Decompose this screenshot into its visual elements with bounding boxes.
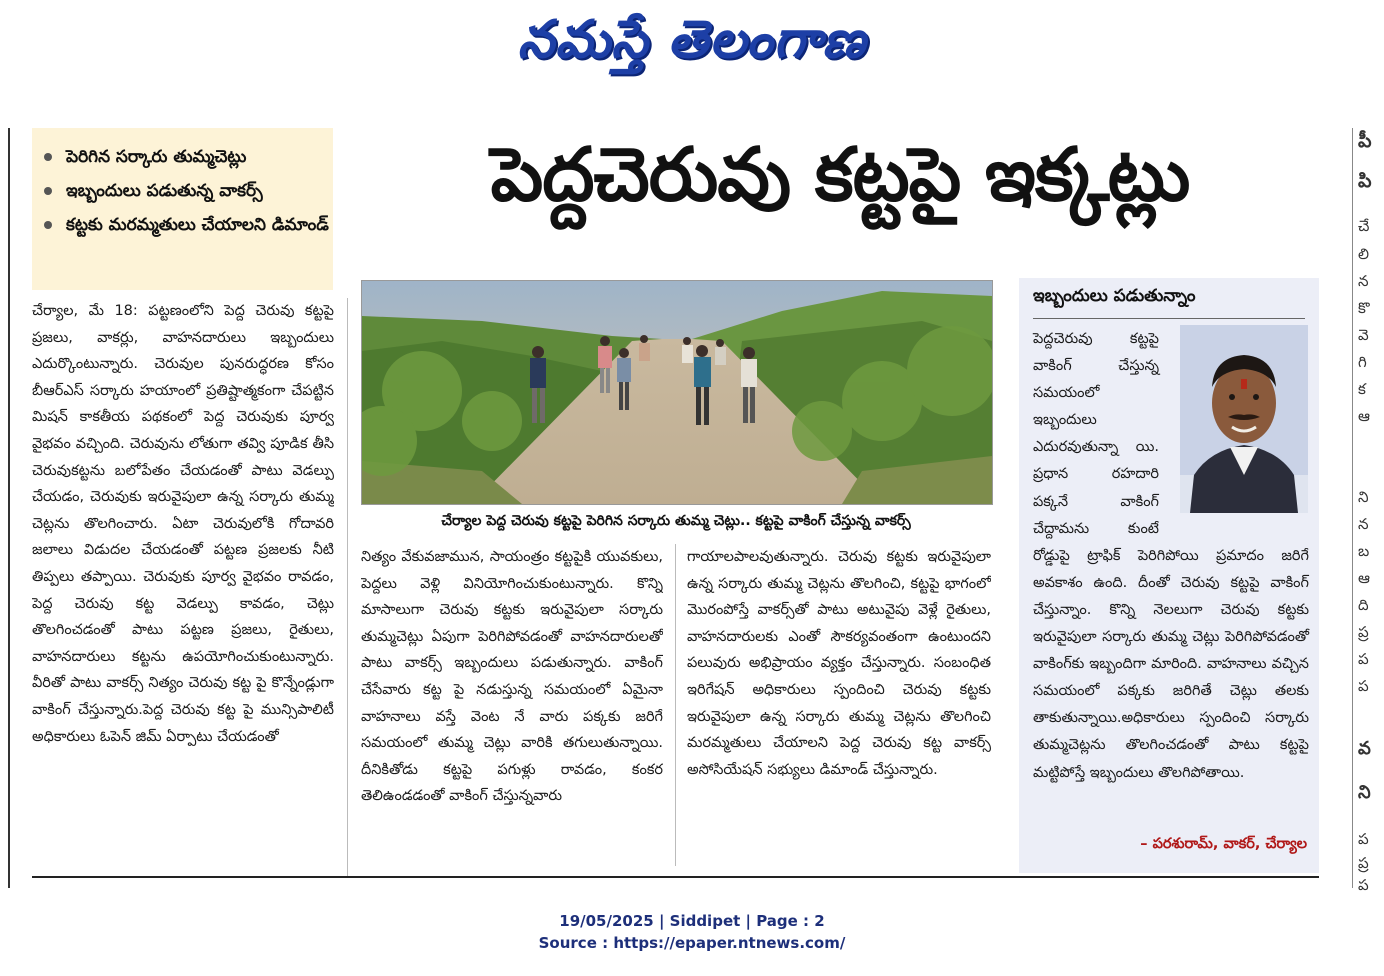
article-column-2 [361, 544, 663, 854]
strip-text: బ [1358, 542, 1370, 560]
highlight-item: కట్టకు మరమ్మతులు చేయాలని డిమాండ్ [40, 208, 333, 242]
newspaper-logo: నమస్తే తెలంగాణ [517, 10, 867, 70]
strip-text: ఆ [1358, 569, 1370, 587]
strip-text: వ [1358, 738, 1371, 759]
strip-text: ది [1358, 596, 1369, 614]
bullet-icon [44, 221, 52, 229]
article-text: గాయాలపాలవుతున్నారు. చెరువు కట్టకు ఇరువైపులా ఉన్న సర్కారు తుమ్మ చెట్లను తొలగించి, కట్టపై భాగంలో మొరంపోస్తే వాకర్స్‌తో పాటు అటువైపు వెళ్లే రైతులు, వాహనదారులకు ఎంతో సౌకర్యవంతంగా ఉంటుందని పలువురు అభిప్రాయం వ్యక్తం చేస్తున్నారు. సంబంధిత ఇరిగేషన్ అధికారులు స్పందించి చెరువు కట్టకు ఇరువైపులా ఉన్న సర్కారు తుమ్మ చెట్లను తొలగించి మరమ్మతులు చేయాలని పెద్ద చెరువు కట్ట వాకర్స్ అసోసియేషన్ సభ్యులు డిమాండ్ చేస్తున్నారు. [687, 549, 991, 778]
strip-text: పి [1358, 170, 1372, 192]
photo-walkers-on-embankment [362, 281, 992, 504]
highlight-item: పెరిగిన సర్కారు తుమ్మచెట్లు [40, 140, 333, 174]
strip-text: ప్ర [1358, 854, 1369, 872]
article-column-3 [687, 544, 991, 854]
column-divider [675, 544, 676, 866]
article-text: నిత్యం వేకువజామున, సాయంత్రం కట్టపైకి యువకులు, పెద్దలు వెళ్లి వినియోగించుకుంటున్నారు. కొన్ని మాసాలుగా చెరువు కట్టకు ఇరువైపులా సర్కారు తుమ్మచెట్లు ఏపుగా పెరిగిపోవడంతో వాహనదారులతో పాటు వాకర్స్ ఇబ్బందులు పడుతున్నారు. వాకింగ్ చేసేవారు కట్ట పై నడుస్తున్న సమయంలో ఏమైనా వాహనాలు వస్తే వెంట నే వారు పక్కకు జరిగే సమయంలో తుమ్మ చెట్లు వారికి తగులుతున్నాయి. దీనికితోడు కట్టపై పగుళ్లు రావడం, కంకర తెలిఉండడంతో వాకింగ్ చేస్తున్నవారు [361, 549, 663, 805]
strip-text: ఆ [1358, 407, 1370, 425]
strip-text: న [1358, 515, 1369, 533]
article-column-1 [32, 298, 334, 888]
strip-text: వె [1358, 326, 1369, 344]
quote-text: పెద్దచెరువు కట్టపై వాకింగ్ చేస్తున్న సమయంలో ఇబ్బందులు ఎదురవుతున్నా యి. ప్రధాన రహదారి పక్కనే వాకింగ్ చేద్దామను కుంటే రోడ్డుపై ట్రాఫిక్ పెరిగిపోయి ప్రమాదం జరిగే అవకాశం ఉంది. దీంతో చెరువు కట్టపై వాకింగ్ చేస్తున్నాం. కొన్ని నెలలుగా చెరువు కట్టకు ఇరువైపులా సర్కారు తుమ్మ చెట్లు పెరిగిపోవడంతో వాకింగ్‌కు ఇబ్బందిగా మారింది. వాహనాలు వచ్చిన సమయంలో పక్కకు జరిగితే చెట్లు తలకు తాకుతున్నాయి.అధికారులు స్పందించి సర్కారు తుమ్మచెట్లను తొలగించడంతో పాటు కట్టపై మట్టిపోస్తే ఇబ్బందులు తొలగిపోతాయి. [1033, 326, 1309, 826]
quote-signature: – పరశురామ్, వాకర్, చేర్యాల [1140, 836, 1307, 852]
footer-source-line: Source : https://epaper.ntnews.com/ [538, 934, 846, 952]
highlights-box [32, 128, 333, 290]
quote-heading: ఇబ్బందులు పడుతున్నాం [1033, 286, 1196, 306]
bullet-icon [44, 153, 52, 161]
strip-text: పీ [1358, 130, 1372, 152]
footer-date-line: 19/05/2025 | Siddipet | Page : 2 [559, 912, 825, 930]
strip-text: ప [1358, 876, 1369, 894]
bullet-icon [44, 187, 52, 195]
strip-text: చే [1358, 217, 1370, 235]
article-photo [361, 280, 993, 505]
column-divider [347, 298, 348, 876]
masthead [0, 0, 1384, 100]
quote-box [1019, 278, 1319, 873]
strip-text: ప [1358, 650, 1369, 668]
strip-text: ని [1358, 488, 1369, 506]
bottom-border-rule [32, 876, 1319, 878]
strip-text: ప [1358, 677, 1369, 695]
strip-text: ని [1358, 782, 1371, 803]
headline: పెద్దచెరువు కట్టపై ఇక్కట్లు [490, 132, 1190, 218]
strip-text: ప [1358, 830, 1369, 848]
page-footer [0, 910, 1384, 954]
highlight-item: ఇబ్బందులు పడుతున్న వాకర్స్ [40, 174, 333, 208]
strip-text: గి [1358, 353, 1367, 371]
strip-text: ప్ర [1358, 623, 1369, 641]
strip-divider [1352, 128, 1353, 888]
left-border-rule [8, 128, 10, 888]
strip-text: కొ [1358, 299, 1370, 317]
strip-text: లి [1358, 245, 1369, 263]
photo-caption: చేర్యాల పెద్ద చెరువు కట్టపై పెరిగిన సర్కారు తుమ్మ చెట్లు.. కట్టపై వాకింగ్ చేస్తున్న వాకర్స్ [441, 513, 911, 529]
portrait-space [1159, 326, 1309, 518]
newspaper-clipping [0, 118, 1384, 898]
adjacent-article-strip [1348, 118, 1384, 898]
strip-text: న [1358, 272, 1369, 290]
article-text: చేర్యాల, మే 18: పట్టణంలోని పెద్ద చెరువు కట్టపై ప్రజలు, వాకర్లు, వాహనదారులు ఇబ్బందులు ఎదుర్కొంటున్నారు. చెరువుల పునరుద్ధరణ కోసం బీఆర్ఎస్ సర్కారు హయాంలో ప్రతిష్టాత్మకంగా చేపట్టిన మిషన్ కాకతీయ పథకంలో పెద్ద చెరువుకు పూర్వ వైభవం వచ్చింది. చెరువును లోతుగా తవ్వి పూడిక తీసి చెరువుకట్టను బలోపేతం చేయడంతో పాటు వెడల్పు చేయడం, చెరువుకు ఇరువైపులా ఉన్న సర్కారు తుమ్మ చెట్లను తొలగించారు. ఏటా చెరువులోకి గోదావరి జలాలు విడుదల చేయడంతో పట్టణ ప్రజలకు నీటి తిప్పలు తప్పాయి. చెరువుకు పూర్వ వైభవం రావడం, పెద్ద చెరువు కట్ట వెడల్పు కావడం, చెట్లు తొలగించడంతో పాటు పట్టణ ప్రజలు, రైతులు, వాహనదారులు కట్టను ఉపయోగించుకుంటున్నారు. వీరితో పాటు వాకర్స్ నిత్యం చెరువు కట్ట పై కొన్నేండ్లుగా వాకింగ్ చేస్తున్నారు.పెద్ద చెరువు కట్ట పై మున్సిపాలిటీ అధికారులు ఓపెన్ జిమ్ ఏర్పాటు చేయడంతో [32, 303, 334, 745]
quote-divider [1033, 318, 1305, 319]
strip-text: క [1358, 380, 1366, 398]
